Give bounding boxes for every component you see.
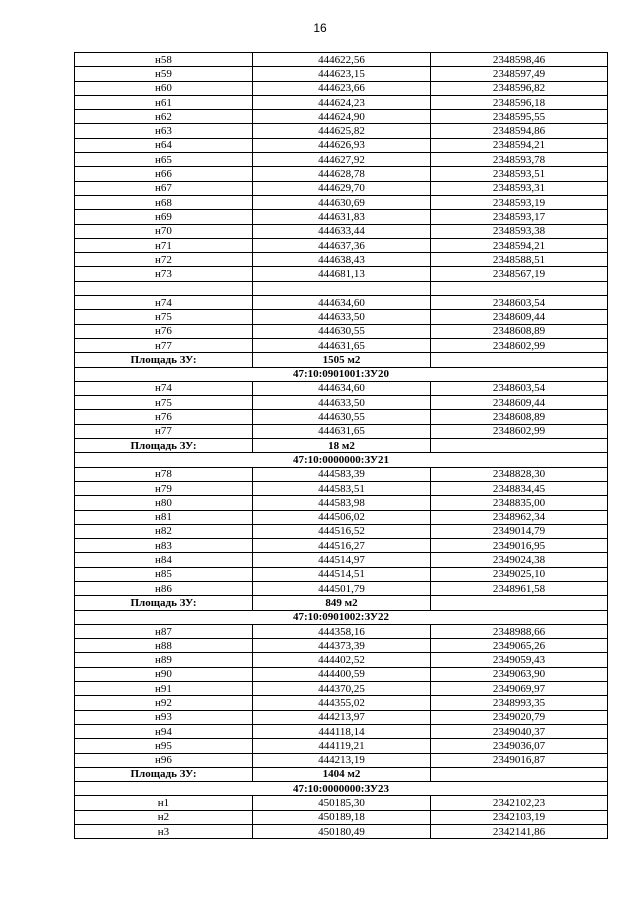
x-coordinate-cell: 444625,82 — [253, 124, 431, 138]
table-row — [75, 581, 608, 595]
x-coordinate-cell: 444400,59 — [253, 667, 431, 681]
coordinates-table — [74, 52, 608, 839]
x-coordinate-cell: 444623,66 — [253, 81, 431, 95]
point-id-cell: н88 — [75, 639, 253, 653]
table-row — [75, 381, 608, 395]
table-row — [75, 253, 608, 267]
area-label: Площадь ЗУ: — [75, 767, 253, 781]
area-value: 1505 м2 — [253, 353, 431, 367]
x-coordinate-cell: 444633,50 — [253, 310, 431, 324]
y-coordinate-cell: 2348602,99 — [431, 424, 608, 438]
x-coordinate-cell: 444630,69 — [253, 195, 431, 209]
x-coordinate-cell: 444373,39 — [253, 639, 431, 653]
x-coordinate-cell: 444638,43 — [253, 253, 431, 267]
table-row — [75, 224, 608, 238]
point-id-cell: н79 — [75, 481, 253, 495]
x-coordinate-cell: 450189,18 — [253, 810, 431, 824]
table-row — [75, 753, 608, 767]
x-coordinate-cell: 444628,78 — [253, 167, 431, 181]
x-coordinate-cell: 444626,93 — [253, 138, 431, 152]
point-id-cell: н67 — [75, 181, 253, 195]
x-coordinate-cell: 444213,19 — [253, 753, 431, 767]
table-row — [75, 167, 608, 181]
x-coordinate-cell: 444583,51 — [253, 481, 431, 495]
page-number: 16 — [313, 21, 327, 35]
coordinates-table-body — [75, 53, 608, 839]
parcel-header-row — [75, 367, 608, 381]
parcel-cadastral-number: 47:10:0901001:ЗУ20 — [75, 367, 608, 381]
y-coordinate-cell: 2349016,95 — [431, 539, 608, 553]
parcel-cadastral-number: 47:10:0000000:ЗУ21 — [75, 453, 608, 467]
x-coordinate-cell: 444637,36 — [253, 238, 431, 252]
y-coordinate-cell: 2349065,26 — [431, 639, 608, 653]
point-id-cell: н83 — [75, 539, 253, 553]
point-id-cell: н64 — [75, 138, 253, 152]
y-coordinate-cell: 2348593,78 — [431, 153, 608, 167]
point-id-cell: н91 — [75, 682, 253, 696]
point-id-cell: н72 — [75, 253, 253, 267]
y-coordinate-cell: 2348588,51 — [431, 253, 608, 267]
point-id-cell: н68 — [75, 195, 253, 209]
point-id-cell: н60 — [75, 81, 253, 95]
x-coordinate-cell: 444634,60 — [253, 381, 431, 395]
area-row — [75, 596, 608, 610]
y-coordinate-cell: 2349069,97 — [431, 682, 608, 696]
table-row — [75, 682, 608, 696]
table-row — [75, 724, 608, 738]
y-coordinate-cell: 2348602,99 — [431, 338, 608, 352]
x-coordinate-cell: 450185,30 — [253, 796, 431, 810]
point-id-cell: н85 — [75, 567, 253, 581]
x-coordinate-cell: 444633,50 — [253, 396, 431, 410]
x-coordinate-cell: 444623,15 — [253, 67, 431, 81]
area-row — [75, 767, 608, 781]
parcel-cadastral-number: 47:10:0901002:ЗУ22 — [75, 610, 608, 624]
table-row — [75, 810, 608, 824]
y-coordinate-cell: 2348609,44 — [431, 396, 608, 410]
table-row — [75, 267, 608, 281]
area-empty-cell — [431, 767, 608, 781]
y-coordinate-cell: 2348594,21 — [431, 138, 608, 152]
table-row — [75, 296, 608, 310]
y-coordinate-cell: 2349063,90 — [431, 667, 608, 681]
area-empty-cell — [431, 353, 608, 367]
x-coordinate-cell: 444118,14 — [253, 724, 431, 738]
y-coordinate-cell: 2348597,49 — [431, 67, 608, 81]
table-row — [75, 539, 608, 553]
point-id-cell: н86 — [75, 581, 253, 595]
x-coordinate-cell: 444624,90 — [253, 110, 431, 124]
y-coordinate-cell: 2348603,54 — [431, 381, 608, 395]
table-row — [75, 467, 608, 481]
x-coordinate-cell: 444630,55 — [253, 324, 431, 338]
point-id-cell: н65 — [75, 153, 253, 167]
table-row — [75, 153, 608, 167]
y-coordinate-cell: 2348608,89 — [431, 324, 608, 338]
y-coordinate-cell: 2348593,38 — [431, 224, 608, 238]
point-id-cell: н87 — [75, 624, 253, 638]
y-coordinate-cell: 2348594,21 — [431, 238, 608, 252]
point-id-cell: н62 — [75, 110, 253, 124]
table-row — [75, 210, 608, 224]
y-coordinate-cell: 2348828,30 — [431, 467, 608, 481]
x-coordinate-cell: 444506,02 — [253, 510, 431, 524]
parcel-cadastral-number: 47:10:0000000:ЗУ23 — [75, 782, 608, 796]
y-coordinate-cell: 2342102,23 — [431, 796, 608, 810]
x-coordinate-cell: 444119,21 — [253, 739, 431, 753]
x-coordinate-cell: 444583,98 — [253, 496, 431, 510]
table-row — [75, 67, 608, 81]
x-coordinate-cell: 444624,23 — [253, 95, 431, 109]
y-coordinate-cell: 2349040,37 — [431, 724, 608, 738]
area-label: Площадь ЗУ: — [75, 596, 253, 610]
x-coordinate-cell: 444631,65 — [253, 424, 431, 438]
table-row — [75, 95, 608, 109]
y-coordinate-cell: 2349059,43 — [431, 653, 608, 667]
x-coordinate-cell — [253, 281, 431, 295]
point-id-cell: н73 — [75, 267, 253, 281]
table-row — [75, 796, 608, 810]
table-row — [75, 110, 608, 124]
table-row — [75, 124, 608, 138]
area-row — [75, 439, 608, 453]
table-row — [75, 181, 608, 195]
point-id-cell: н95 — [75, 739, 253, 753]
y-coordinate-cell: 2342141,86 — [431, 825, 608, 839]
table-row — [75, 510, 608, 524]
table-row — [75, 624, 608, 638]
table-row — [75, 825, 608, 839]
y-coordinate-cell: 2348603,54 — [431, 296, 608, 310]
y-coordinate-cell: 2348593,51 — [431, 167, 608, 181]
table-row — [75, 739, 608, 753]
area-empty-cell — [431, 439, 608, 453]
y-coordinate-cell — [431, 281, 608, 295]
y-coordinate-cell: 2348988,66 — [431, 624, 608, 638]
point-id-cell: н84 — [75, 553, 253, 567]
parcel-header-row — [75, 453, 608, 467]
point-id-cell: н58 — [75, 53, 253, 67]
table-row — [75, 396, 608, 410]
point-id-cell: н78 — [75, 467, 253, 481]
area-row — [75, 353, 608, 367]
x-coordinate-cell: 444516,52 — [253, 524, 431, 538]
point-id-cell: н93 — [75, 710, 253, 724]
point-id-cell: н82 — [75, 524, 253, 538]
table-row — [75, 710, 608, 724]
point-id-cell: н77 — [75, 338, 253, 352]
x-coordinate-cell: 450180,49 — [253, 825, 431, 839]
point-id-cell: н2 — [75, 810, 253, 824]
area-empty-cell — [431, 596, 608, 610]
point-id-cell: н74 — [75, 296, 253, 310]
y-coordinate-cell: 2348567,19 — [431, 267, 608, 281]
x-coordinate-cell: 444213,97 — [253, 710, 431, 724]
y-coordinate-cell: 2349014,79 — [431, 524, 608, 538]
point-id-cell: н89 — [75, 653, 253, 667]
parcel-header-row — [75, 782, 608, 796]
x-coordinate-cell: 444631,65 — [253, 338, 431, 352]
table-row — [75, 410, 608, 424]
y-coordinate-cell: 2349036,07 — [431, 739, 608, 753]
area-value: 1404 м2 — [253, 767, 431, 781]
table-row — [75, 324, 608, 338]
point-id-cell: н59 — [75, 67, 253, 81]
point-id-cell: н1 — [75, 796, 253, 810]
x-coordinate-cell: 444634,60 — [253, 296, 431, 310]
x-coordinate-cell: 444629,70 — [253, 181, 431, 195]
x-coordinate-cell: 444627,92 — [253, 153, 431, 167]
point-id-cell: н81 — [75, 510, 253, 524]
x-coordinate-cell: 444681,13 — [253, 267, 431, 281]
x-coordinate-cell: 444358,16 — [253, 624, 431, 638]
x-coordinate-cell: 444402,52 — [253, 653, 431, 667]
table-row — [75, 238, 608, 252]
x-coordinate-cell: 444355,02 — [253, 696, 431, 710]
point-id-cell: н76 — [75, 410, 253, 424]
area-value: 18 м2 — [253, 439, 431, 453]
x-coordinate-cell: 444633,44 — [253, 224, 431, 238]
point-id-cell: н90 — [75, 667, 253, 681]
table-row — [75, 667, 608, 681]
table-row — [75, 481, 608, 495]
y-coordinate-cell: 2348593,31 — [431, 181, 608, 195]
table-row — [75, 639, 608, 653]
x-coordinate-cell: 444630,55 — [253, 410, 431, 424]
y-coordinate-cell: 2348961,58 — [431, 581, 608, 595]
point-id-cell: н80 — [75, 496, 253, 510]
x-coordinate-cell: 444514,51 — [253, 567, 431, 581]
parcel-header-row — [75, 610, 608, 624]
x-coordinate-cell: 444514,97 — [253, 553, 431, 567]
point-id-cell: н94 — [75, 724, 253, 738]
y-coordinate-cell: 2348596,18 — [431, 95, 608, 109]
point-id-cell — [75, 281, 253, 295]
x-coordinate-cell: 444516,27 — [253, 539, 431, 553]
table-row — [75, 424, 608, 438]
y-coordinate-cell: 2349020,79 — [431, 710, 608, 724]
y-coordinate-cell: 2348594,86 — [431, 124, 608, 138]
table-row — [75, 310, 608, 324]
y-coordinate-cell: 2348595,55 — [431, 110, 608, 124]
table-row — [75, 53, 608, 67]
table-row — [75, 281, 608, 295]
table-row — [75, 653, 608, 667]
table-row — [75, 567, 608, 581]
y-coordinate-cell: 2348835,00 — [431, 496, 608, 510]
point-id-cell: н3 — [75, 825, 253, 839]
y-coordinate-cell: 2348609,44 — [431, 310, 608, 324]
point-id-cell: н66 — [75, 167, 253, 181]
point-id-cell: н92 — [75, 696, 253, 710]
y-coordinate-cell: 2349025,10 — [431, 567, 608, 581]
point-id-cell: н77 — [75, 424, 253, 438]
area-label: Площадь ЗУ: — [75, 353, 253, 367]
table-row — [75, 81, 608, 95]
point-id-cell: н63 — [75, 124, 253, 138]
x-coordinate-cell: 444631,83 — [253, 210, 431, 224]
point-id-cell: н61 — [75, 95, 253, 109]
x-coordinate-cell: 444583,39 — [253, 467, 431, 481]
point-id-cell: н71 — [75, 238, 253, 252]
y-coordinate-cell: 2348598,46 — [431, 53, 608, 67]
table-row — [75, 195, 608, 209]
point-id-cell: н69 — [75, 210, 253, 224]
point-id-cell: н75 — [75, 310, 253, 324]
table-row — [75, 524, 608, 538]
table-row — [75, 338, 608, 352]
point-id-cell: н75 — [75, 396, 253, 410]
y-coordinate-cell: 2348596,82 — [431, 81, 608, 95]
y-coordinate-cell: 2348593,17 — [431, 210, 608, 224]
y-coordinate-cell: 2349016,87 — [431, 753, 608, 767]
table-row — [75, 496, 608, 510]
y-coordinate-cell: 2349024,38 — [431, 553, 608, 567]
table-row — [75, 696, 608, 710]
point-id-cell: н70 — [75, 224, 253, 238]
table-row — [75, 553, 608, 567]
point-id-cell: н96 — [75, 753, 253, 767]
point-id-cell: н74 — [75, 381, 253, 395]
x-coordinate-cell: 444370,25 — [253, 682, 431, 696]
x-coordinate-cell: 444501,79 — [253, 581, 431, 595]
y-coordinate-cell: 2348993,35 — [431, 696, 608, 710]
y-coordinate-cell: 2342103,19 — [431, 810, 608, 824]
point-id-cell: н76 — [75, 324, 253, 338]
table-row — [75, 138, 608, 152]
y-coordinate-cell: 2348834,45 — [431, 481, 608, 495]
area-label: Площадь ЗУ: — [75, 439, 253, 453]
x-coordinate-cell: 444622,56 — [253, 53, 431, 67]
area-value: 849 м2 — [253, 596, 431, 610]
y-coordinate-cell: 2348962,34 — [431, 510, 608, 524]
y-coordinate-cell: 2348608,89 — [431, 410, 608, 424]
y-coordinate-cell: 2348593,19 — [431, 195, 608, 209]
